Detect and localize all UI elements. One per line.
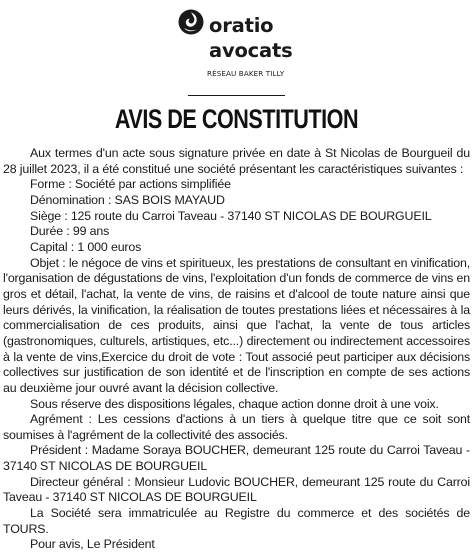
paragraph-reserve: Sous réserve des dispositions légales, chaque action donne droit à une voix. bbox=[30, 396, 439, 411]
paragraph-denomination: Dénomination : SAS BOIS MAYAUD bbox=[30, 192, 225, 207]
paragraph-objet: Objet : le négoce de vins et spiritueux, les prestations de consultant en vinification, l'organisation de dégustations de vins, l'exploitation d'un fonds de commerce de vins en gros et détail, l'achat, la vente de vins, de raisins et d'alcool de toute nature ainsi que leurs dérivés, la vinification, la réalisation de toutes prestations liées et nécessaires à la commercialisation de ces produits, ainsi que l'achat, la vente de tous articles (gastronomiques, culturels, artistiques, etc...) directement ou indirectement accessoires à la vente de vins,Exercice du droit de vote : Tout associé peut participer aux décisions collectives sur justification de son identité et de l'inscription en compte de ses actions au deuxième jour ouvré avant la décision collective. bbox=[3, 255, 470, 395]
paragraph-capital: Capital : 1 000 euros bbox=[30, 239, 142, 254]
header-divider bbox=[188, 95, 285, 96]
paragraph-forme: Forme : Société par actions simplifiée bbox=[30, 177, 231, 192]
notice-title: AVIS DE CONSTITUTION bbox=[114, 104, 359, 134]
paragraph-agrement: Agrément : Les cessions d'actions à un tiers à quelque titre que ce soit sont soumises à l'agrément de la collectivité des associés. bbox=[3, 412, 470, 442]
logo-network-tagline: RÉSEAU BAKER TILLY bbox=[207, 69, 285, 78]
paragraph-duree: Durée : 99 ans bbox=[30, 224, 110, 239]
paragraph-directeur: Directeur général : Monsieur Ludovic BOUCHER, demeurant 125 route du Carroi Taveau - 37140 ST NICOLAS DE BOURGUEIL bbox=[3, 474, 470, 505]
oratio-avocats-logo bbox=[178, 9, 308, 81]
paragraph-intro: Aux termes d'un acte sous signature privée en date à St Nicolas de Bourgueil du 28 juillet 2023, il a été constitué une société présentant les caractéristiques suivantes : bbox=[3, 146, 470, 176]
paragraph-immatriculation: La Société sera immatriculée au Registre du commerce et des sociétés de TOURS. bbox=[3, 506, 470, 536]
paragraph-signature: Pour avis, Le Président bbox=[30, 537, 155, 552]
paragraph-siege: Siège : 125 route du Carroi Taveau - 37140 ST NICOLAS DE BOURGUEIL bbox=[30, 208, 432, 223]
paragraph-president: Président : Madame Soraya BOUCHER, demeurant 125 route du Carroi Taveau - 37140 ST NICOLAS DE BOURGUEIL bbox=[3, 443, 470, 474]
notice-body bbox=[3, 146, 470, 553]
oratio-swirl-logo-icon bbox=[178, 9, 204, 35]
logo-brand-line1: oratio bbox=[209, 14, 274, 37]
logo-brand-line2: avocats bbox=[209, 39, 293, 62]
